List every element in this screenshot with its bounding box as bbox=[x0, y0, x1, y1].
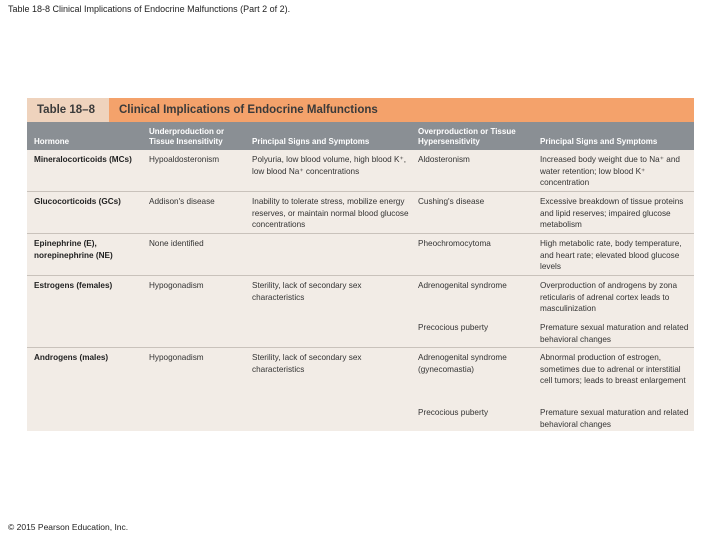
table-label: Table 18–8 bbox=[27, 98, 109, 122]
cell-over-signs: Increased body weight due to Na⁺ and water retention; low blood K⁺ concentration bbox=[540, 155, 680, 187]
table-banner bbox=[27, 98, 694, 122]
cell-under: Addison's disease bbox=[149, 197, 215, 206]
header-hormone: Hormone bbox=[34, 137, 70, 146]
cell-hormone: Estrogens (females) bbox=[34, 281, 113, 290]
cell-over: Aldosteronism bbox=[418, 155, 470, 164]
cell-over: Adrenogenital syndrome bbox=[418, 281, 507, 290]
cell-over: Cushing's disease bbox=[418, 197, 485, 206]
table-row bbox=[27, 234, 694, 276]
table-row bbox=[27, 348, 694, 433]
header-underproduction: Underproduction or Tissue Insensitivity bbox=[149, 127, 225, 146]
cell-under-signs: Polyuria, low blood volume, high blood K⁺, low blood Na⁺ concentrations bbox=[252, 155, 407, 176]
header-over-signs: Principal Signs and Symptoms bbox=[540, 137, 658, 146]
header-overproduction: Overproduction or Tissue Hypersensitivity bbox=[418, 127, 516, 146]
cell-under-signs: Sterility, lack of secondary sex characteristics bbox=[252, 281, 362, 302]
cell-under-signs: Inability to tolerate stress, mobilize energy reserves, or maintain normal blood glucose concentrations bbox=[252, 197, 409, 229]
copyright-notice: © 2015 Pearson Education, Inc. bbox=[8, 522, 129, 532]
cell-under: None identified bbox=[149, 239, 204, 248]
table-row bbox=[27, 192, 694, 234]
cell-over: Adrenogenital syndrome (gynecomastia) bbox=[418, 353, 507, 374]
cell-over-signs: Overproduction of androgens by zona reticularis of adrenal cortex leads to masculinization bbox=[540, 281, 678, 313]
cell-hormone: Epinephrine (E), norepinephrine (NE) bbox=[34, 239, 113, 260]
table-title: Clinical Implications of Endocrine Malfunctions bbox=[119, 104, 378, 116]
header-under-signs: Principal Signs and Symptoms bbox=[252, 137, 370, 146]
cell-under: Hypogonadism bbox=[149, 281, 204, 290]
table-row bbox=[27, 150, 694, 192]
cell-over-secondary: Precocious puberty bbox=[418, 323, 489, 332]
slide-title: Table 18-8 Clinical Implications of Endocrine Malfunctions (Part 2 of 2). bbox=[8, 4, 291, 14]
cell-over-secondary-signs: Premature sexual maturation and related behavioral changes bbox=[540, 408, 689, 429]
cell-over-secondary-signs: Premature sexual maturation and related behavioral changes bbox=[540, 323, 689, 344]
endocrine-table bbox=[27, 98, 694, 431]
cell-over-secondary: Precocious puberty bbox=[418, 408, 489, 417]
cell-over: Pheochromocytoma bbox=[418, 239, 491, 248]
cell-over-signs: Abnormal production of estrogen, sometimes due to adrenal or interstitial cell tumors; leads to breast enlargement bbox=[540, 353, 686, 385]
cell-under-signs: Sterility, lack of secondary sex characteristics bbox=[252, 353, 362, 374]
cell-over-signs: High metabolic rate, body temperature, and heart rate; elevated blood glucose levels bbox=[540, 239, 682, 271]
cell-hormone: Mineralocorticoids (MCs) bbox=[34, 155, 132, 164]
table-header-row bbox=[27, 122, 694, 150]
table-row bbox=[27, 276, 694, 348]
cell-over-signs: Excessive breakdown of tissue proteins and lipid reserves; impaired glucose metabolism bbox=[540, 197, 684, 229]
cell-under: Hypoaldosteronism bbox=[149, 155, 220, 164]
cell-hormone: Androgens (males) bbox=[34, 353, 109, 362]
cell-hormone: Glucocorticoids (GCs) bbox=[34, 197, 121, 206]
cell-under: Hypogonadism bbox=[149, 353, 204, 362]
